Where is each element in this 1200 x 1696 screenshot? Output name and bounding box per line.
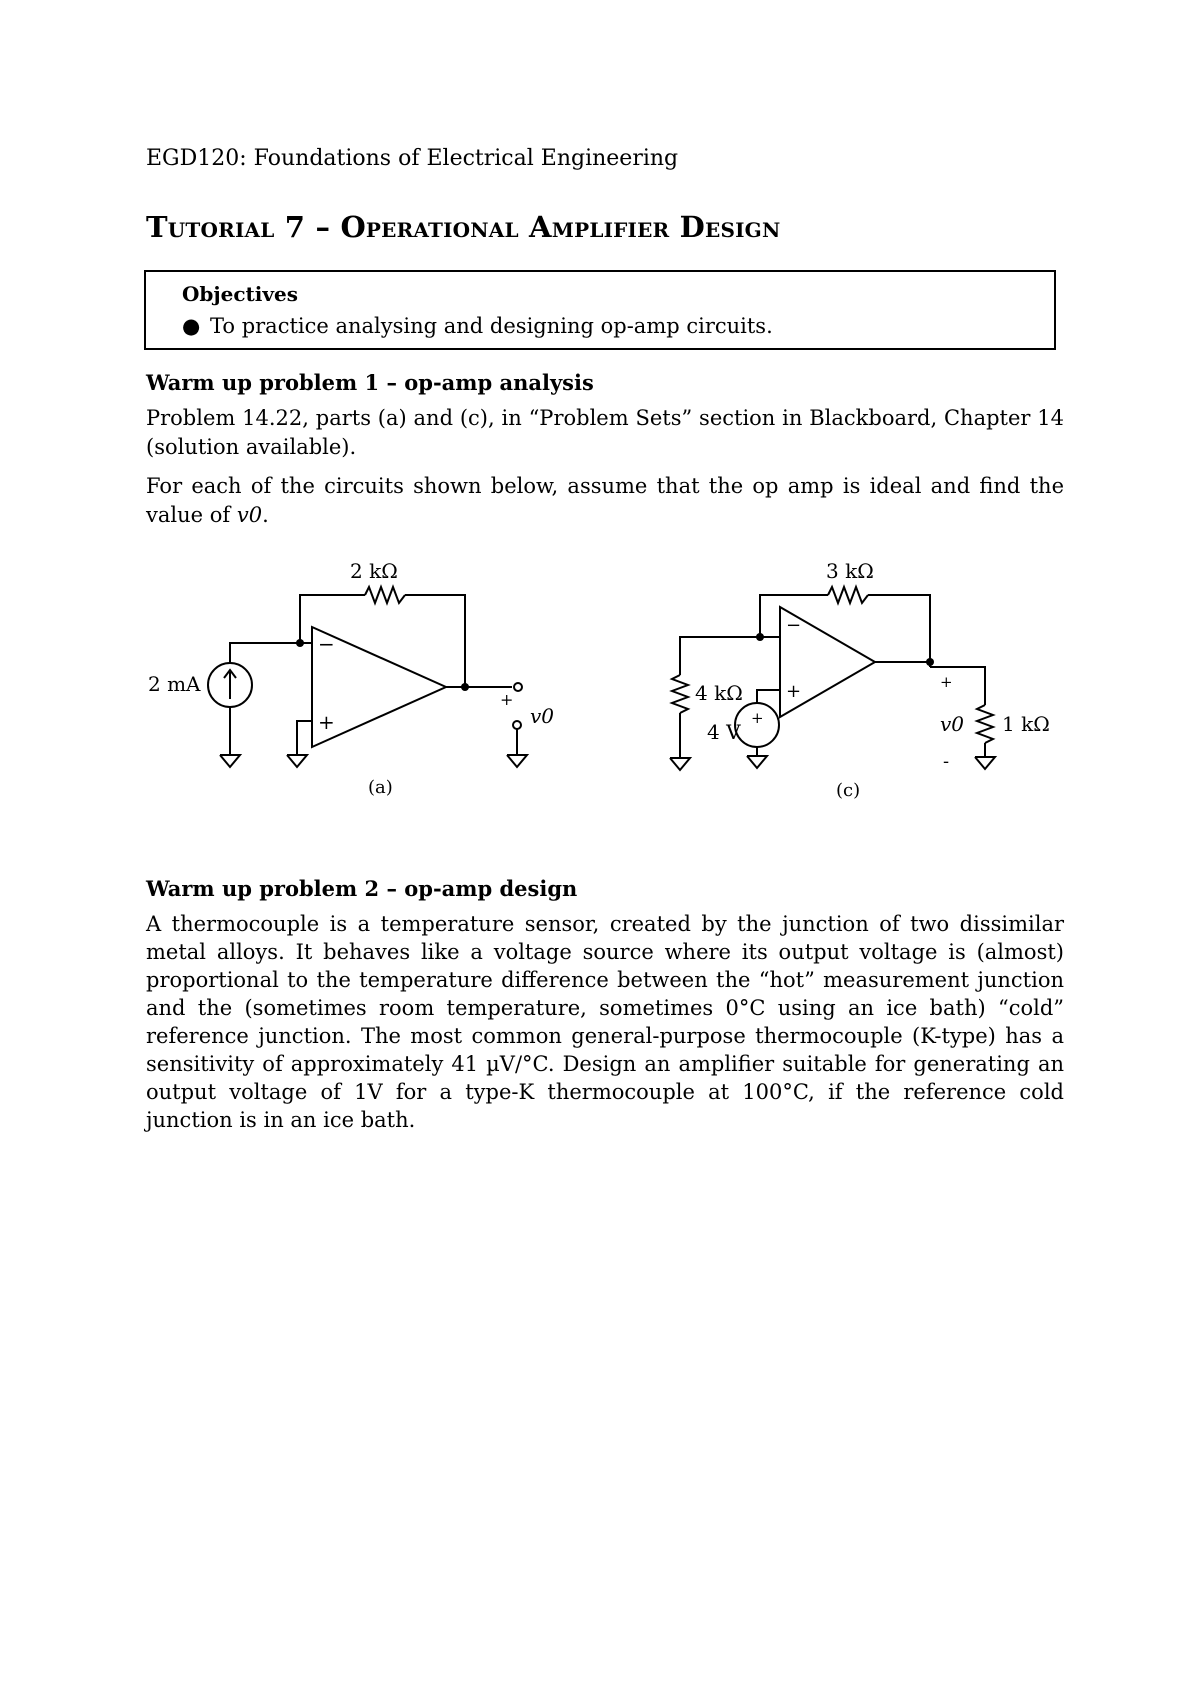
bullet-icon: ● — [182, 314, 201, 338]
course-title: EGD120: Foundations of Electrical Engineering — [146, 146, 679, 171]
objective-text: To practice analysing and designing op-amp circuits. — [210, 314, 773, 338]
resistor-3k-label: 3 kΩ — [826, 559, 874, 583]
problem1-paragraph2 — [146, 472, 1064, 529]
output-a-plus: + — [500, 690, 514, 709]
problem1-paragraph2-text: For each of the circuits shown below, assume that the op amp is ideal and find the value of — [146, 474, 1064, 527]
objectives-heading: Objectives — [182, 282, 298, 306]
opamp-c-minus: − — [786, 615, 802, 636]
problem1-paragraph1: Problem 14.22, parts (a) and (c), in “Problem Sets” section in Blackboard, Chapter 14 (solution available). — [146, 406, 1064, 459]
resistor-4k-label: 4 kΩ — [695, 681, 743, 705]
ground-icon — [220, 755, 240, 767]
opamp-a-plus: + — [318, 710, 335, 734]
caption-a: (a) — [368, 777, 393, 798]
voltage-source-label: 4 V — [707, 720, 741, 744]
resistor-2k-icon — [365, 587, 405, 603]
objective-item — [182, 314, 773, 338]
current-source-label: 2 mA — [148, 672, 201, 696]
output-c-label: v0 — [940, 712, 965, 736]
circuit-figure — [140, 545, 1080, 815]
resistor-4k-icon — [672, 675, 688, 713]
ground-icon — [975, 757, 995, 769]
circuit-a — [208, 587, 527, 767]
ground-icon — [670, 758, 690, 770]
resistor-1k-icon — [977, 705, 993, 743]
resistor-1k-label: 1 kΩ — [1002, 712, 1050, 736]
problem1-heading: Warm up problem 1 – op-amp analysis — [146, 370, 594, 395]
opamp-c-plus: + — [786, 681, 802, 702]
voltage-source-plus: + — [751, 709, 764, 727]
resistor-2k-label: 2 kΩ — [350, 559, 398, 583]
opamp-a-minus: − — [318, 632, 335, 656]
v0-variable: v0 — [236, 502, 263, 527]
output-a-label: v0 — [530, 704, 555, 728]
problem2-heading: Warm up problem 2 – op-amp design — [146, 876, 578, 901]
ground-icon — [747, 756, 767, 768]
tutorial-title: Tutorial 7 – Operational Amplifier Design — [146, 210, 781, 244]
problem1-paragraph2-end: . — [262, 502, 269, 527]
ground-icon — [287, 755, 307, 767]
resistor-3k-icon — [828, 587, 868, 603]
problem2-paragraph: A thermocouple is a temperature sensor, created by the junction of two dissimilar metal alloys. It behaves like a voltage source where its output voltage is (almost) proportional to the temperature difference between the “hot” measurement junction and the (sometimes room temperature, sometimes 0°C using an ice bath) “cold” reference junction. The most common general-purpose thermocouple (K-type) has a sensitivity of approximately 41 µV/°C. Design an amplifier suitable for generating an output voltage of 1V for a type-K thermocouple at 100°C, if the reference cold junction is in an ice bath. — [146, 912, 1064, 1132]
caption-c: (c) — [836, 780, 861, 801]
ground-icon — [507, 755, 527, 767]
load-minus: - — [943, 751, 950, 772]
objectives-box — [144, 270, 1056, 350]
load-plus: + — [940, 673, 953, 691]
